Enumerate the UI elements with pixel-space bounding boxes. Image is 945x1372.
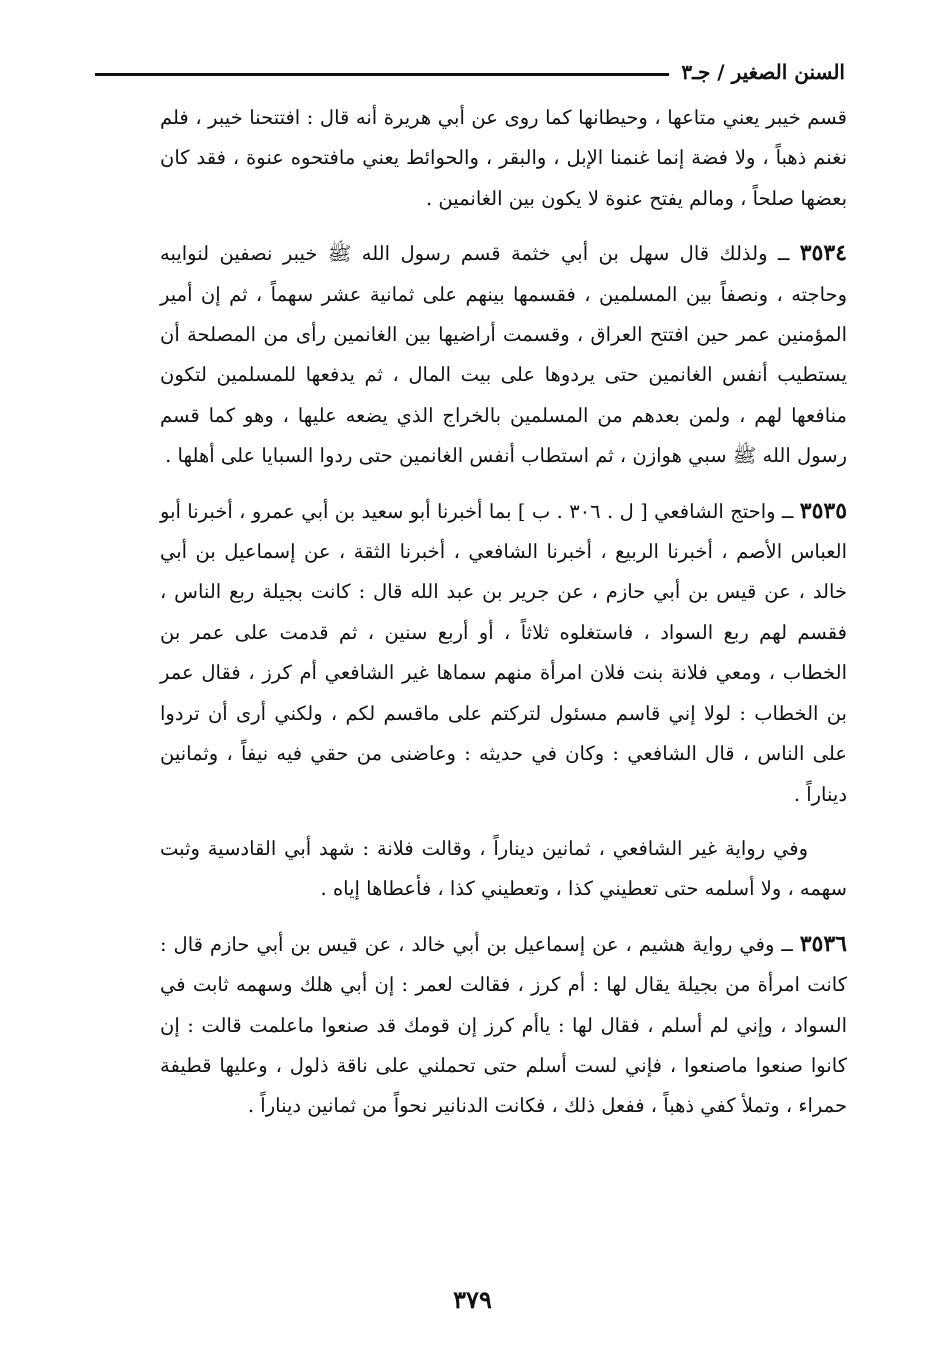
paragraph-continuation <box>160 98 847 219</box>
paragraph-text: قسم خيبر يعني متاعها ، وحيطانها كما روى عن أبي هريرة أنه قال : افتتحنا خيبر ، فلم نغنم ذهباً ، ولا فضة إنما غنمنا الإبل ، والبقر ، والحوائط يعني مافتحوه عنوة ، فقد كان بعضها صلحاً ، ومالم يفتح عنوة لا يكون بين الغانمين . <box>160 106 847 210</box>
paragraph-text: ــ وفي رواية هشيم ، عن إسماعيل بن أبي خالد ، عن قيس بن أبي حازم قال : كانت امرأة من بجيلة يقال لها : أم كرز ، فقالت لعمر : إن أبي هلك وسهمه ثابت في السواد ، وإني لم أسلم ، فقال لها : ياأم كرز إن قومك قد صنعوا ماعلمت قالت : إن كانوا صنعوا ماصنعوا ، فإني لست أسلم حتى تحملني على ناقة ذلول ، وعليها قطيفة حمراء ، وتملأ كفي ذهباً ، ففعل ذلك ، فكانت الدنانير نحواً من ثمانين ديناراً . <box>160 932 847 1118</box>
page-number: ٣٧٩ <box>453 1285 492 1314</box>
running-title: السنن الصغير / جـ٣ <box>681 60 845 84</box>
paragraph-text: ــ ولذلك قال سهل بن أبي خثمة قسم رسول الله ﷺ خيبر نصفين لنوايبه وحاجته ، ونصفاً بين المسلمين ، فقسمها بينهم على ثمانية عشر سهماً ، ثم إن أمير المؤمنين عمر حين افتتح العراق ، وقسمت أراضيها بين الغانمين رأى من المصلحة أن يستطيب أنفس الغانمين حتى يردوها على بيت المال ، ثم يدفعها للمسلمين لتكون منافعها لهم ، ولمن بعدهم من المسلمين بالخراج الذي يضعه عليها ، وهو كما قسم رسول الله ﷺ سبي هوازن ، ثم استطاب أنفس الغانمين حتى ردوا السبايا على أهلها . <box>160 242 847 468</box>
hadith-number: ٣٥٣٦ <box>799 930 847 957</box>
hadith-paragraph <box>160 233 847 476</box>
paragraph-variant-narration <box>160 829 847 910</box>
paragraph-text: وفي رواية غير الشافعي ، ثمانين ديناراً ، وقالت فلانة : شهد أبي القادسية وثبت سهمه ، ولا أسلمه حتى تعطيني كذا ، وتعطيني كذا ، فأعطاها إياه . <box>160 836 847 901</box>
hadith-number: ٣٥٣٤ <box>799 240 847 267</box>
header-rule <box>95 73 669 76</box>
hadith-number: ٣٥٣٥ <box>799 497 848 524</box>
running-header <box>95 52 845 92</box>
body-text <box>160 98 847 1127</box>
hadith-paragraph <box>160 491 847 815</box>
hadith-paragraph <box>160 924 847 1127</box>
paragraph-text: ــ واحتج الشافعي [ ل . ٣٠٦ . ب ] بما أخبرنا أبو سعيد بن أبي عمرو ، أخبرنا أبو العباس الأصم ، أخبرنا الربيع ، أخبرنا الشافعي ، أخبرنا الثقة ، عن إسماعيل بن أبي خالد ، عن قيس بن أبي حازم ، عن جرير بن عبد الله قال : كانت بجيلة ربع الناس ، فقسم لهم ربع السواد ، فاستغلوه ثلاثاً ، أو أربع سنين ، ثم قدمت على عمر بن الخطاب ، ومعي فلانة بنت فلان امرأة منهم سماها غير الشافعي أم كرز ، فقال عمر بن الخطاب : لولا إني قاسم مسئول لتركتم على ماقسم لكم ، ولكني أرى أن تردوا على الناس ، قال الشافعي : وكان في حديثه : وعاضنى من حقي فيه نيفاً ، وثمانين ديناراً . <box>160 499 847 806</box>
